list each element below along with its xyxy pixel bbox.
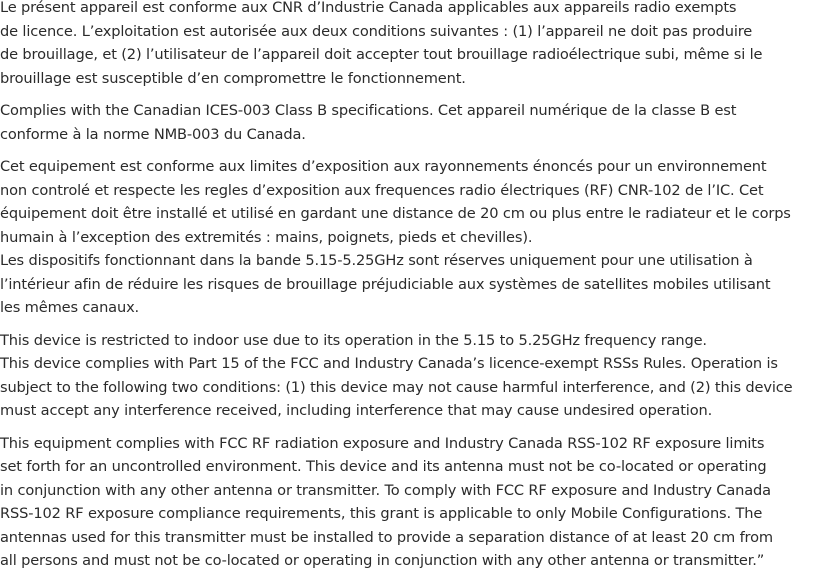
text-line: in conjunction with any other antenna or transmitter. To comply with FCC RF exposure and Industry Canada xyxy=(0,481,771,499)
ised-licence-exempt-notice-fr xyxy=(0,0,816,90)
text-line: antennas used for this transmitter must be installed to provide a separation distance of at least 20 cm from xyxy=(0,528,773,546)
text-line: les mêmes canaux. xyxy=(0,299,140,316)
text-line: Les dispositifs fonctionnant dans la bande 5.15-5.25GHz sont réserves uniquement pour une utilisation à xyxy=(0,252,753,269)
text-line: all persons and must not be co-located or operating in conjunction with any other antenna or transmitter.” xyxy=(0,552,765,569)
text-line: RSS-102 RF exposure compliance requirements, this grant is applicable to only Mobile Configurations. The xyxy=(0,505,763,522)
fcc-part15-notice xyxy=(0,329,816,423)
text-line: l’intérieur afin de réduire les risques de brouillage préjudiciable aux systèmes de satellites mobiles utilisant xyxy=(0,275,771,293)
rf-exposure-notice-fr xyxy=(0,155,816,320)
text-line: de brouillage, et (2) l’utilisateur de l’appareil doit accepter tout brouillage radioélectrique subi, même si le xyxy=(0,46,763,63)
text-line: de licence. L’exploitation est autorisée aux deux conditions suivantes : (1) l’appareil ne doit pas produire xyxy=(0,22,753,40)
text-line: must accept any interference received, including interference that may cause undesired operation. xyxy=(0,402,713,419)
text-line: humain à l’exception des extremités : mains, poignets, pieds et chevilles). xyxy=(0,228,533,246)
text-line: This device complies with Part 15 of the FCC and Industry Canada’s licence-exempt RSSs Rules. Operation is xyxy=(0,355,778,372)
text-line: subject to the following two conditions: (1) this device may not cause harmful interference, and (2) this device xyxy=(0,378,793,396)
text-line: conforme à la norme NMB-003 du Canada. xyxy=(0,125,306,143)
text-line: non controlé et respecte les regles d’exposition aux frequences radio électriques (RF) CNR-102 de l’IC. Cet xyxy=(0,181,764,199)
ices-003-compliance-notice xyxy=(0,99,816,146)
text-line: This device is restricted to indoor use due to its operation in the 5.15 to 5.25GHz frequency range. xyxy=(0,331,707,349)
text-line: équipement doit être installé et utilisé en gardant une distance de 20 cm ou plus entre le radiateur et le corps xyxy=(0,205,791,222)
text-line: This equipment complies with FCC RF radiation exposure and Industry Canada RSS-102 RF exposure limits xyxy=(0,434,765,452)
text-line: Complies with the Canadian ICES-003 Class B specifications. Cet appareil numérique de la classe B est xyxy=(0,102,737,119)
text-line: brouillage est susceptible d’en compromettre le fonctionnement. xyxy=(0,69,466,87)
text-line: set forth for an uncontrolled environment. This device and its antenna must not be co-located or operating xyxy=(0,458,767,475)
text-line: Cet equipement est conforme aux limites d’exposition aux rayonnements énoncés pour un environnement xyxy=(0,158,767,175)
fcc-rf-exposure-notice xyxy=(0,432,816,573)
text-line: Le présent appareil est conforme aux CNR d’Industrie Canada applicables aux appareils radio exempts xyxy=(0,0,737,16)
